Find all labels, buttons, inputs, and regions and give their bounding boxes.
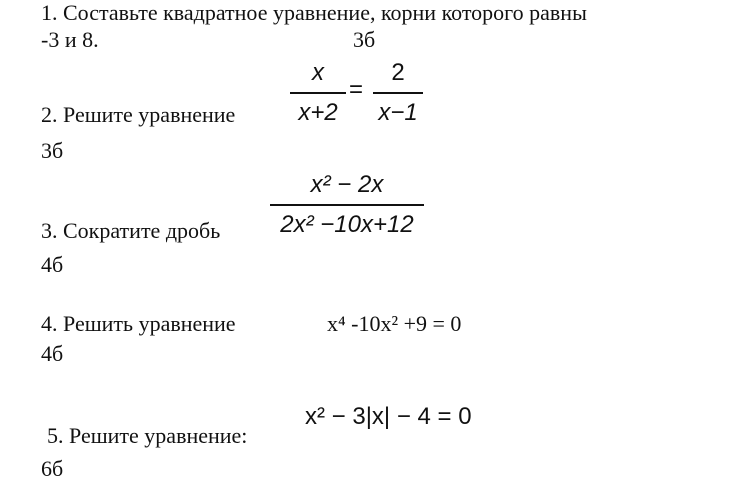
task-3-text: 3. Сократите дробь (41, 218, 221, 243)
task-1-line-2: -3 и 8. (41, 27, 99, 52)
fraction-bar (290, 92, 346, 94)
task-3-points: 4б (41, 252, 64, 277)
task-2-right-numerator: 2 (391, 59, 405, 86)
task-3-denominator: 2x² −10x+12 (280, 210, 414, 238)
task-4-equation: x⁴ -10x² +9 = 0 (327, 311, 462, 336)
task-2-text: 2. Решите уравнение (41, 102, 236, 127)
task-3-fraction (270, 173, 424, 237)
task-4-points: 4б (41, 341, 64, 366)
task-5-equation: x² − 3|x| − 4 = 0 (305, 403, 472, 430)
fraction-bar (270, 204, 424, 206)
task-2-left-numerator: x (312, 59, 324, 86)
task-5-text: 5. Решите уравнение: (47, 423, 248, 448)
task-1-line-1: 1. Составьте квадратное уравнение, корни которого равны (41, 0, 587, 25)
task-2-points: 3б (41, 138, 64, 163)
fraction-bar (373, 92, 423, 94)
task-2-left-fraction (290, 61, 346, 125)
task-1-points: 3б (353, 27, 376, 52)
task-5-points: 6б (41, 456, 64, 481)
task-3-numerator: x² − 2x (310, 171, 384, 198)
task-2-left-denominator: x+2 (298, 98, 338, 126)
task-2-right-denominator: x−1 (378, 98, 418, 126)
task-2-equals: = (349, 76, 364, 103)
task-2-right-fraction (373, 61, 423, 125)
task-4-text: 4. Решить уравнение (41, 311, 236, 336)
